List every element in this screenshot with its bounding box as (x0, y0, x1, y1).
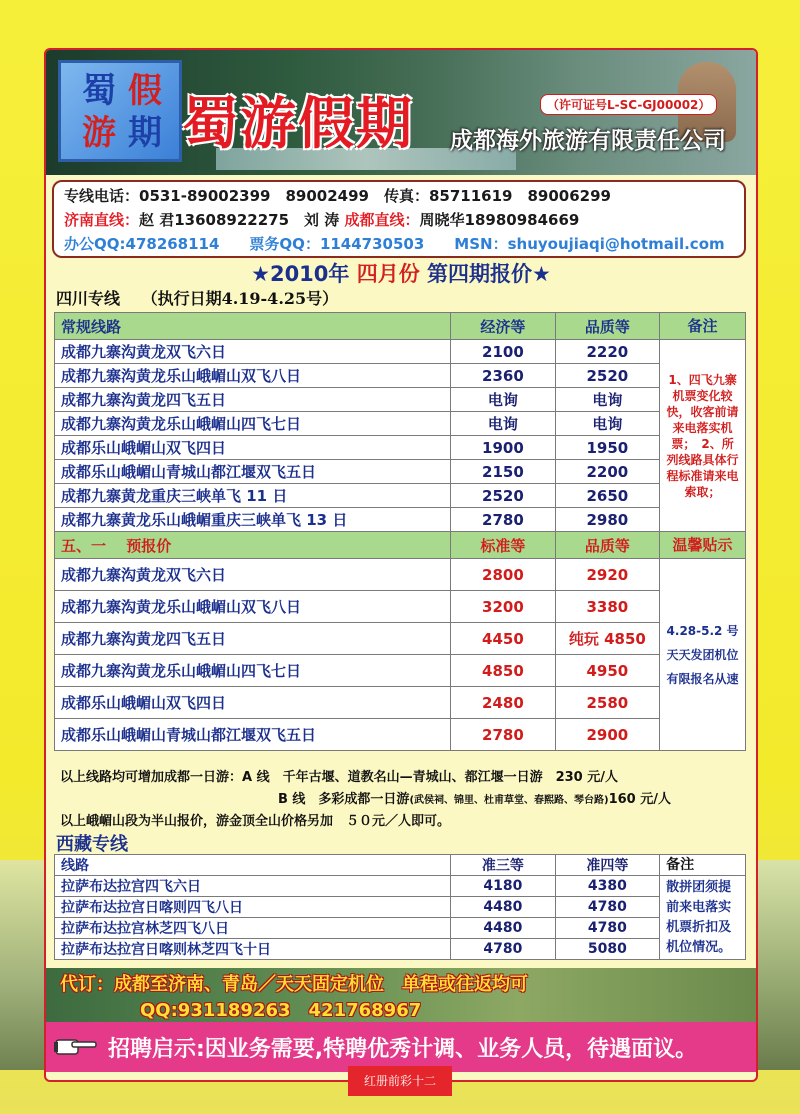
price-economy: 2360 (451, 364, 555, 388)
table-row (55, 687, 746, 719)
col-remark: 备注 (660, 313, 746, 340)
table-row (55, 340, 746, 364)
col-route: 常规线路 (55, 313, 451, 340)
route-name: 成都九寨沟黄龙乐山峨嵋山四飞七日 (55, 655, 451, 687)
price-economy: 2520 (451, 484, 555, 508)
price-quality: 纯玩 4850 (555, 623, 659, 655)
chengdu-label: 成都直线： (344, 211, 420, 229)
table-row (55, 918, 746, 939)
price-standard-four: 4780 (555, 918, 659, 939)
table-row (55, 623, 746, 655)
booking-text: 代订：成都至济南、青岛／天天固定机位 单程或往返均可 (60, 974, 528, 995)
issue-suffix: 报价★ (490, 262, 551, 286)
route-name: 成都九寨沟黄龙乐山峨嵋山双飞八日 (55, 364, 451, 388)
pointing-hand-icon (54, 1036, 98, 1058)
flyer-page (44, 48, 758, 1082)
price-quality: 4950 (555, 655, 659, 687)
price-quality: 2220 (555, 340, 659, 364)
route-name: 成都九寨沟黄龙乐山峨嵋山四飞七日 (55, 412, 451, 436)
addon-line-b (278, 788, 671, 807)
price-economy: 2150 (451, 460, 555, 484)
col-quality: 品质等 (555, 313, 659, 340)
price-standard-four: 4380 (555, 876, 659, 897)
contact-online-line: 办公QQ:478268114 票务QQ：1144730503 MSN：shuyoujiaqi@hotmail.com (64, 235, 725, 253)
price-standard-three: 4480 (451, 897, 555, 918)
route-name: 成都九寨沟黄龙乐山峨嵋山双飞八日 (55, 591, 451, 623)
logo-char: 蜀 (82, 71, 116, 111)
price-quality: 3380 (555, 591, 659, 623)
price-quality: 1950 (555, 436, 659, 460)
route-name: 成都乐山峨嵋山青城山都江堰双飞五日 (55, 460, 451, 484)
table-row (55, 876, 746, 897)
col-presale: 五、一 预报价 (55, 532, 451, 559)
price-standard-four: 4780 (555, 897, 659, 918)
sichuan-price-table (54, 312, 746, 751)
contact-phone-line: 专线电话：0531-89002399 89002499 传真：85711619 89006299 (64, 187, 611, 205)
sichuan-section-title: 四川专线 （执行日期4.19-4.25号） (56, 289, 339, 308)
logo (58, 60, 182, 162)
price-standard: 2780 (451, 719, 555, 751)
right-scenery (754, 860, 800, 1070)
route-name: 成都九寨沟黄龙双飞六日 (55, 559, 451, 591)
table-row (55, 559, 746, 591)
price-standard: 4450 (451, 623, 555, 655)
table-row (55, 484, 746, 508)
price-quality: 2520 (555, 364, 659, 388)
price-standard-four: 5080 (555, 939, 659, 960)
price-economy: 电询 (451, 412, 555, 436)
route-name: 拉萨布达拉宫日喀则林芝四飞十日 (55, 939, 451, 960)
table-row (55, 364, 746, 388)
price-quality: 2580 (555, 687, 659, 719)
route-name: 成都九寨沟黄龙四飞五日 (55, 388, 451, 412)
tibet-price-table (54, 854, 746, 960)
tibet-section-title: 西藏专线 (56, 834, 128, 855)
price-standard: 4850 (451, 655, 555, 687)
price-quality: 2980 (555, 508, 659, 532)
table-row (55, 591, 746, 623)
jinan-value: 赵 君13608922275 刘 涛 (139, 211, 340, 229)
col-quality: 品质等 (555, 532, 659, 559)
booking-qq: QQ:931189263 421768967 (140, 1000, 422, 1021)
sichuan-remark: 1、四飞九寨机票变化较快，收客前请来电落实机票； 2、所列线路具体行程标准请来电索取； (660, 340, 746, 532)
col-standard: 标准等 (451, 532, 555, 559)
addon-b-price: 160 元/人 (608, 792, 671, 807)
emei-note: 以上峨嵋山段为半山报价，游金顶全山价格另加 ５０元／人即可。 (60, 814, 451, 829)
price-quality: 2920 (555, 559, 659, 591)
recruitment-text: 招聘启示:因业务需要,特聘优秀计调、业务人员，待遇面议。 (108, 1037, 698, 1062)
logo-char: 假 (128, 71, 162, 111)
price-economy: 电询 (451, 388, 555, 412)
price-economy: 2100 (451, 340, 555, 364)
route-name: 成都乐山峨嵋山青城山都江堰双飞五日 (55, 719, 451, 751)
table-row (55, 436, 746, 460)
table-row (55, 897, 746, 918)
price-standard-three: 4180 (451, 876, 555, 897)
left-scenery (0, 860, 44, 1070)
table-header-row (55, 855, 746, 876)
presale-header-row (55, 532, 746, 559)
banner (46, 50, 756, 175)
col-remark: 备注 (660, 855, 746, 876)
issue-title (46, 258, 756, 288)
logo-char: 游 (82, 113, 116, 153)
table-row (55, 388, 746, 412)
booking-strip (46, 968, 756, 1022)
license-number: （许可证号L-SC-GJ00002） (540, 94, 717, 115)
price-quality: 2900 (555, 719, 659, 751)
price-standard: 2800 (451, 559, 555, 591)
col-tips: 温馨贴示 (660, 532, 746, 559)
contact-box (52, 180, 746, 258)
issue-prefix: ★2010年 (251, 262, 357, 286)
route-name: 成都九寨沟黄龙四飞五日 (55, 623, 451, 655)
recruitment-banner (46, 1022, 756, 1072)
jinan-label: 济南直线： (64, 211, 140, 229)
route-name: 成都乐山峨嵋山双飞四日 (55, 687, 451, 719)
table-row (55, 719, 746, 751)
company-name: 成都海外旅游有限责任公司 (450, 128, 726, 154)
price-quality: 电询 (555, 388, 659, 412)
price-standard: 2480 (451, 687, 555, 719)
route-name: 拉萨布达拉宫四飞六日 (55, 876, 451, 897)
col-standard-three: 准三等 (451, 855, 555, 876)
price-quality: 电询 (555, 412, 659, 436)
price-quality: 2650 (555, 484, 659, 508)
route-name: 成都九寨沟黄龙双飞六日 (55, 340, 451, 364)
page-tag: 红册前彩十二 (348, 1066, 452, 1096)
route-name: 拉萨布达拉宫林芝四飞八日 (55, 918, 451, 939)
table-row (55, 412, 746, 436)
addon-b-title: B 线 多彩成都一日游 (278, 792, 410, 807)
addon-b-sites: (武侯祠、锦里、杜甫草堂、春熙路、琴台路) (409, 795, 609, 806)
col-economy: 经济等 (451, 313, 555, 340)
logo-char: 期 (128, 113, 162, 153)
addon-line-a: 以上线路均可增加成都一日游：A 线 千年古堰、道教名山—青城山、都江堰一日游 230 元/人 (60, 770, 618, 785)
issue-month: 四月份 (356, 262, 420, 286)
price-standard: 3200 (451, 591, 555, 623)
price-quality: 2200 (555, 460, 659, 484)
tibet-remark: 散拼团须提前来电落实机票折扣及机位情况。 (660, 876, 746, 960)
issue-period: 第四期 (419, 262, 491, 286)
table-row (55, 939, 746, 960)
table-header-row (55, 313, 746, 340)
price-economy: 1900 (451, 436, 555, 460)
presale-tips: 4.28-5.2 号天天发团机位有限报名从速 (660, 559, 746, 751)
table-row (55, 460, 746, 484)
chengdu-value: 周晓华18980984669 (419, 211, 580, 229)
price-standard-three: 4780 (451, 939, 555, 960)
brand-title: 蜀游假期 (182, 91, 414, 157)
table-row (55, 508, 746, 532)
price-economy: 2780 (451, 508, 555, 532)
route-name: 成都乐山峨嵋山双飞四日 (55, 436, 451, 460)
contact-direct-line (64, 209, 579, 230)
col-route: 线路 (55, 855, 451, 876)
table-row (55, 655, 746, 687)
route-name: 拉萨布达拉宫日喀则四飞八日 (55, 897, 451, 918)
col-standard-four: 准四等 (555, 855, 659, 876)
route-name: 成都九寨黄龙重庆三峡单飞 11 日 (55, 484, 451, 508)
route-name: 成都九寨黄龙乐山峨嵋重庆三峡单飞 13 日 (55, 508, 451, 532)
price-standard-three: 4480 (451, 918, 555, 939)
